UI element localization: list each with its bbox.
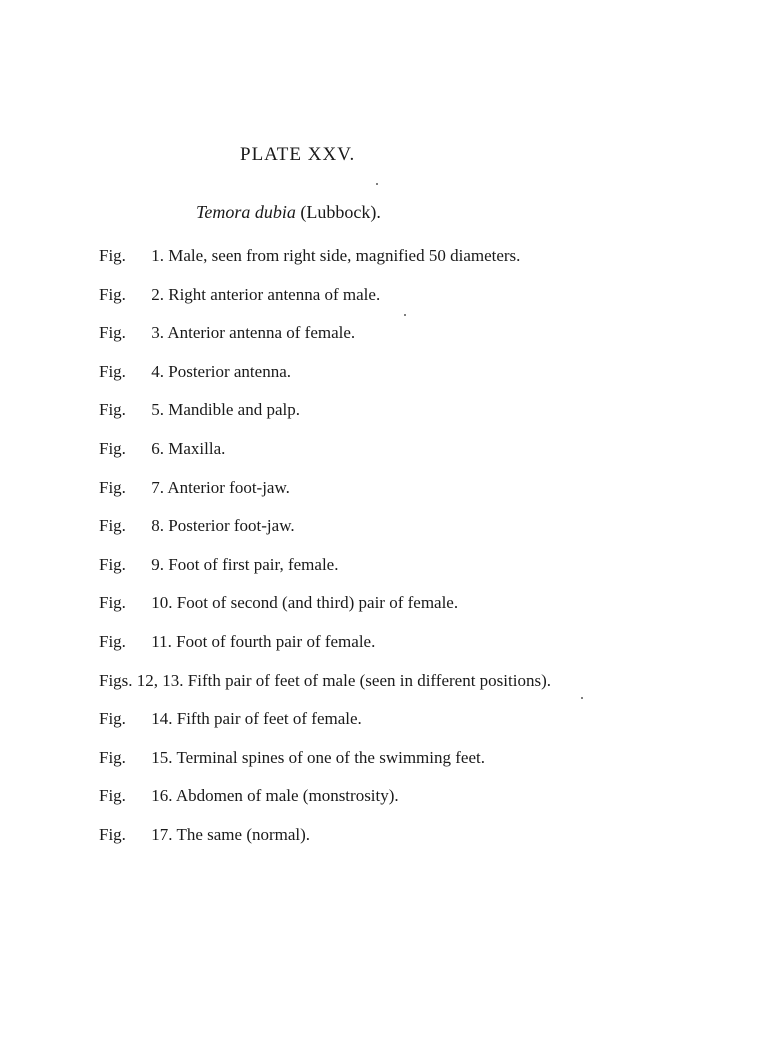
figure-number: 3. — [151, 323, 164, 343]
figure-caption: Foot of fourth pair of female. — [176, 631, 376, 651]
figure-label: Figs. — [99, 670, 133, 690]
figure-caption: Abdomen of male (monstrosity). — [175, 786, 399, 806]
figure-caption: The same (normal). — [176, 824, 311, 844]
figure-item — [99, 516, 551, 555]
figure-number: 1. — [151, 246, 164, 265]
figure-label: Fig. — [99, 824, 126, 844]
figure-label: Fig. — [99, 323, 126, 343]
figure-label: Fig. — [99, 631, 126, 651]
species-heading — [196, 202, 381, 223]
figure-label: Fig. — [99, 438, 126, 458]
figure-item — [99, 323, 551, 362]
figure-caption: Anterior foot-jaw. — [167, 477, 290, 497]
figure-number: 8. — [151, 516, 164, 536]
figure-label: Fig. — [99, 516, 126, 536]
figure-number: 16. — [151, 786, 173, 806]
figure-caption: Male, seen from right side, magnified 50 diameters. — [168, 246, 521, 265]
figure-item — [99, 748, 551, 787]
figure-number: 5. — [151, 400, 164, 420]
species-authority: (Lubbock). — [300, 202, 381, 222]
figure-number: 10. — [151, 593, 173, 613]
print-speck — [376, 183, 378, 185]
figure-item — [99, 439, 551, 478]
print-speck — [581, 697, 583, 699]
figure-number: 7. — [151, 477, 164, 497]
plate-title: PLATE XXV. — [240, 144, 356, 165]
figure-caption: Posterior antenna. — [168, 361, 291, 381]
figure-list — [99, 246, 551, 864]
figure-label: Fig. — [99, 361, 126, 381]
figure-caption: Foot of second (and third) pair of female. — [176, 593, 459, 613]
figure-caption: Posterior foot-jaw. — [168, 516, 295, 536]
figure-label: Fig. — [99, 554, 126, 574]
figure-item — [99, 478, 551, 517]
figure-caption: Terminal spines of one of the swimming feet. — [176, 747, 485, 767]
figure-number: 12, 13. — [136, 670, 184, 690]
figure-number: 11. — [151, 631, 172, 651]
figure-number: 2. — [151, 284, 164, 304]
figure-item — [99, 555, 551, 594]
print-speck — [404, 314, 406, 316]
figure-caption: Right anterior antenna of male. — [168, 284, 381, 304]
figure-item — [99, 671, 551, 710]
figure-label: Fig. — [99, 747, 126, 767]
figure-caption: Anterior antenna of female. — [167, 323, 356, 343]
figure-label: Fig. — [99, 477, 126, 497]
figure-item — [99, 246, 551, 285]
figure-caption: Mandible and palp. — [168, 400, 300, 420]
figure-label: Fig. — [99, 400, 126, 420]
figure-item — [99, 285, 551, 324]
figure-number: 9. — [151, 554, 164, 574]
figure-label: Fig. — [99, 246, 126, 265]
figure-number: 17. — [151, 824, 173, 844]
figure-number: 14. — [151, 709, 173, 729]
figure-number: 6. — [151, 438, 164, 458]
figure-item — [99, 400, 551, 439]
figure-item — [99, 825, 551, 864]
figure-caption: Fifth pair of feet of male (seen in different positions). — [187, 670, 551, 690]
figure-item — [99, 362, 551, 401]
figure-item — [99, 632, 551, 671]
figure-number: 4. — [151, 361, 164, 381]
figure-item — [99, 593, 551, 632]
figure-item — [99, 709, 551, 748]
species-name: Temora dubia — [196, 202, 296, 222]
figure-caption: Fifth pair of feet of female. — [176, 709, 362, 729]
figure-caption: Foot of first pair, female. — [168, 554, 339, 574]
figure-label: Fig. — [99, 593, 126, 613]
figure-caption: Maxilla. — [168, 438, 226, 458]
figure-label: Fig. — [99, 786, 126, 806]
figure-label: Fig. — [99, 284, 126, 304]
figure-label: Fig. — [99, 709, 126, 729]
figure-number: 15. — [151, 747, 173, 767]
figure-item — [99, 786, 551, 825]
